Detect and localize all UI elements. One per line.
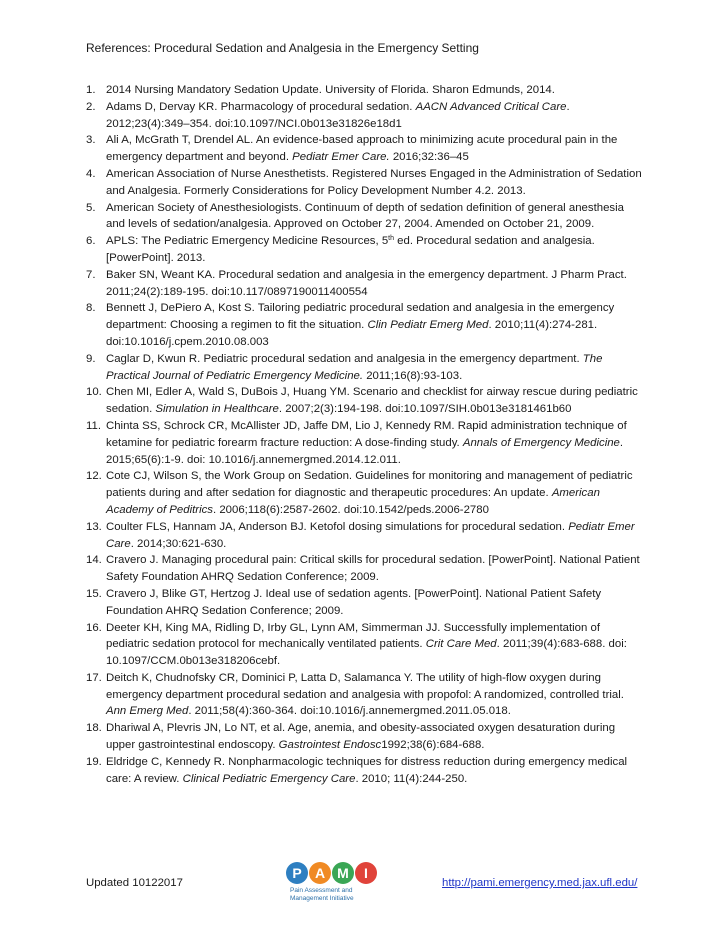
reference-item — [86, 552, 646, 586]
logo-letter-circle: M — [332, 862, 354, 884]
reference-item — [86, 754, 646, 788]
journal-title: Ann Emerg Med — [106, 705, 189, 718]
logo-subtitle-line1: Pain Assessment and — [290, 887, 353, 894]
reference-number: 1. — [86, 84, 96, 96]
reference-text: . 2014;30:621-630. — [130, 537, 227, 550]
reference-text: Caglar D, Kwun R. Pediatric procedural sedation and analgesia in the emergency department. — [106, 352, 583, 365]
reference-number: 2. — [86, 100, 96, 113]
reference-item — [86, 82, 646, 99]
pami-logo — [286, 862, 386, 922]
reference-text: Coulter FLS, Hannam JA, Anderson BJ. Ketofol dosing simulations for procedural sedation. — [106, 520, 569, 533]
reference-text: . 2015;65(6):1-9. doi: 10.1016/j.annemergmed.2014.12.011. — [106, 436, 624, 466]
reference-text: . 2012;23(4):349–354. doi:10.1097/NCI.0b013e31826e18d1 — [106, 100, 570, 130]
reference-number: 4. — [86, 167, 96, 180]
reference-number: 9. — [86, 352, 96, 365]
reference-text: Cote CJ, Wilson S, the Work Group on Sedation. Guidelines for monitoring and management of pediatric patients during and after sedation for diagnostic and therapeutic procedures: An update. — [106, 470, 633, 500]
reference-text: American Society of Anesthesiologists. Continuum of depth of sedation definition of general anesthesia and levels of sedation/analgesia. Approved on October 27, 2004. Amended on October 21, 2009. — [106, 201, 624, 231]
reference-text: Cravero J. Managing procedural pain: Critical skills for procedural sedation. [PowerPoint]. National Patient Safety Foundation AHRQ Sedation Conference; 2009. — [106, 554, 640, 584]
reference-text: . 2010;11(4):274-281. doi:10.1016/j.cpem.2010.08.003 — [106, 319, 598, 348]
logo-letter-circle: I — [355, 862, 377, 884]
reference-text: . 2011;58(4):360-364. doi:10.1016/j.annemergmed.2011.05.018. — [188, 705, 511, 718]
page-title: References: Procedural Sedation and Analgesia in the Emergency Setting — [86, 41, 479, 55]
reference-text: Deeter KH, King MA, Ridling D, Irby GL, Lynn AM, Simmerman JJ. Successfully implementation of pediatric sedation protocol for mechanically ventilated patients. — [106, 621, 600, 651]
reference-text: . 2010; 11(4):244-250. — [355, 772, 468, 785]
reference-number: 3. — [86, 134, 96, 147]
reference-number: 16. — [86, 621, 102, 634]
footer-website-link[interactable]: http://pami.emergency.med.jax.ufl.edu/ — [442, 877, 638, 889]
reference-text: . 2006;118(6):2587-2602. doi:10.1542/peds.2006-2780 — [213, 503, 489, 516]
reference-item — [86, 200, 646, 234]
footer-updated: Updated 10122017 — [86, 877, 183, 889]
reference-number: 10. — [86, 386, 102, 399]
reference-text: . 2007;2(3):194-198. doi:10.1097/SIH.0b013e3181461b60 — [278, 403, 572, 416]
reference-text: Baker SN, Weant KA. Procedural sedation and analgesia in the emergency department. J Pharm Pract. 2011;24(2):189-195. doi:10.117/0897190011400554 — [106, 268, 627, 298]
reference-item — [86, 233, 646, 267]
reference-number: 18. — [86, 722, 102, 735]
reference-number: 7. — [86, 268, 96, 281]
reference-item — [86, 418, 646, 468]
journal-title: American Academy of Peditrics — [106, 487, 600, 516]
reference-item — [86, 620, 646, 670]
reference-text: ed. Procedural sedation and analgesia. [PowerPoint]. 2013. — [106, 235, 595, 264]
reference-item — [86, 267, 646, 301]
reference-number: 19. — [86, 755, 102, 768]
reference-item — [86, 351, 646, 385]
reference-item — [86, 670, 646, 720]
logo-subtitle — [286, 887, 386, 903]
logo-letter-circle: A — [309, 862, 331, 884]
superscript: th — [388, 235, 395, 243]
reference-text: Deitch K, Chudnofsky CR, Dominici P, Latta D, Salamanca Y. The utility of high-flow oxygen during emergency department procedural sedation and analgesia with propofol: A randomized, controlled trial. — [106, 671, 624, 701]
journal-title: Gastrointest Endosc — [278, 739, 382, 752]
reference-item — [86, 720, 646, 754]
reference-text: . 2011;39(4):683-688. doi: 10.1097/CCM.0b013e318206cebf. — [106, 638, 627, 668]
reference-item — [86, 132, 646, 166]
reference-number: 12. — [86, 470, 102, 483]
reference-number: 8. — [86, 302, 96, 315]
reference-item — [86, 99, 646, 133]
reference-text: Chinta SS, Schrock CR, McAllister JD, Jaffe DM, Lio J, Kennedy RM. Rapid administration technique of ketamine for pediatric forearm fracture reduction: A dose-finding study. — [106, 419, 627, 449]
reference-text: Dhariwal A, Plevris JN, Lo NT, et al. Age, anemia, and obesity-associated oxygen desaturation during upper gastrointestinal endoscopy. — [106, 722, 616, 752]
reference-item — [86, 384, 646, 418]
journal-title: Simulation in Healthcare — [155, 403, 279, 416]
reference-text: 2014 Nursing Mandatory Sedation Update. University of Florida. Sharon Edmunds, 2014. — [106, 84, 555, 96]
reference-number: 5. — [86, 201, 96, 214]
reference-text: 1992;38(6):684-688. — [381, 739, 485, 752]
reference-text: Bennett J, DePiero A, Kost S. Tailoring pediatric procedural sedation and analgesia in the emergency department: Choosing a regimen to fit the situation. — [106, 302, 615, 332]
reference-text: Chen MI, Edler A, Wald S, DuBois J, Huang YM. Scenario and checklist for airway rescue during pediatric sedation. — [106, 386, 638, 416]
reference-text: Cravero J, Blike GT, Hertzog J. Ideal use of sedation agents. [PowerPoint]. National Patient Safety Foundation AHRQ Sedation Conference; 2009. — [106, 587, 602, 617]
logo-letters — [286, 862, 386, 884]
reference-text: Adams D, Dervay KR. Pharmacology of procedural sedation. — [106, 100, 416, 113]
reference-text: 2016;32:36–45 — [389, 151, 469, 164]
journal-title: Clinical Pediatric Emergency Care — [182, 772, 356, 785]
journal-title: Pediatr Emer Care — [106, 520, 635, 550]
journal-title: The Practical Journal of Pediatric Emergency Medicine. — [106, 352, 603, 382]
reference-number: 14. — [86, 554, 102, 567]
reference-text: Eldridge C, Kennedy R. Nonpharmacologic techniques for distress reduction during emergency medical care: A review. — [106, 755, 628, 785]
journal-title: Clin Pediatr Emerg Med — [367, 319, 489, 332]
reference-number: 11. — [86, 419, 101, 432]
reference-number: 13. — [86, 520, 102, 533]
reference-text: American Association of Nurse Anesthetists. Registered Nurses Engaged in the Administration of Sedation and Analgesia. Formerly Considerations for Policy Development Number 4.2. 2013. — [106, 167, 642, 197]
reference-item — [86, 586, 646, 620]
reference-item — [86, 166, 646, 200]
reference-number: 17. — [86, 671, 102, 684]
reference-text: APLS: The Pediatric Emergency Medicine Resources, 5 — [106, 235, 389, 248]
reference-text: Ali A, McGrath T, Drendel AL. An evidence-based approach to minimizing acute procedural pain in the emergency department and beyond. — [106, 134, 618, 164]
journal-title: Annals of Emergency Medicine — [462, 436, 620, 449]
logo-letter-circle: P — [286, 862, 308, 884]
journal-title: AACN Advanced Critical Care — [415, 100, 567, 113]
reference-text: 2011;16(8):93-103. — [363, 369, 463, 382]
journal-title: Crit Care Med — [425, 638, 497, 651]
logo-subtitle-line2: Management Initiative — [290, 895, 354, 902]
reference-item — [86, 519, 646, 553]
reference-item — [86, 300, 646, 350]
reference-item — [86, 468, 646, 518]
journal-title: Pediatr Emer Care. — [292, 151, 390, 164]
reference-number: 6. — [86, 235, 96, 248]
reference-number: 15. — [86, 587, 102, 600]
reference-list — [86, 82, 646, 787]
